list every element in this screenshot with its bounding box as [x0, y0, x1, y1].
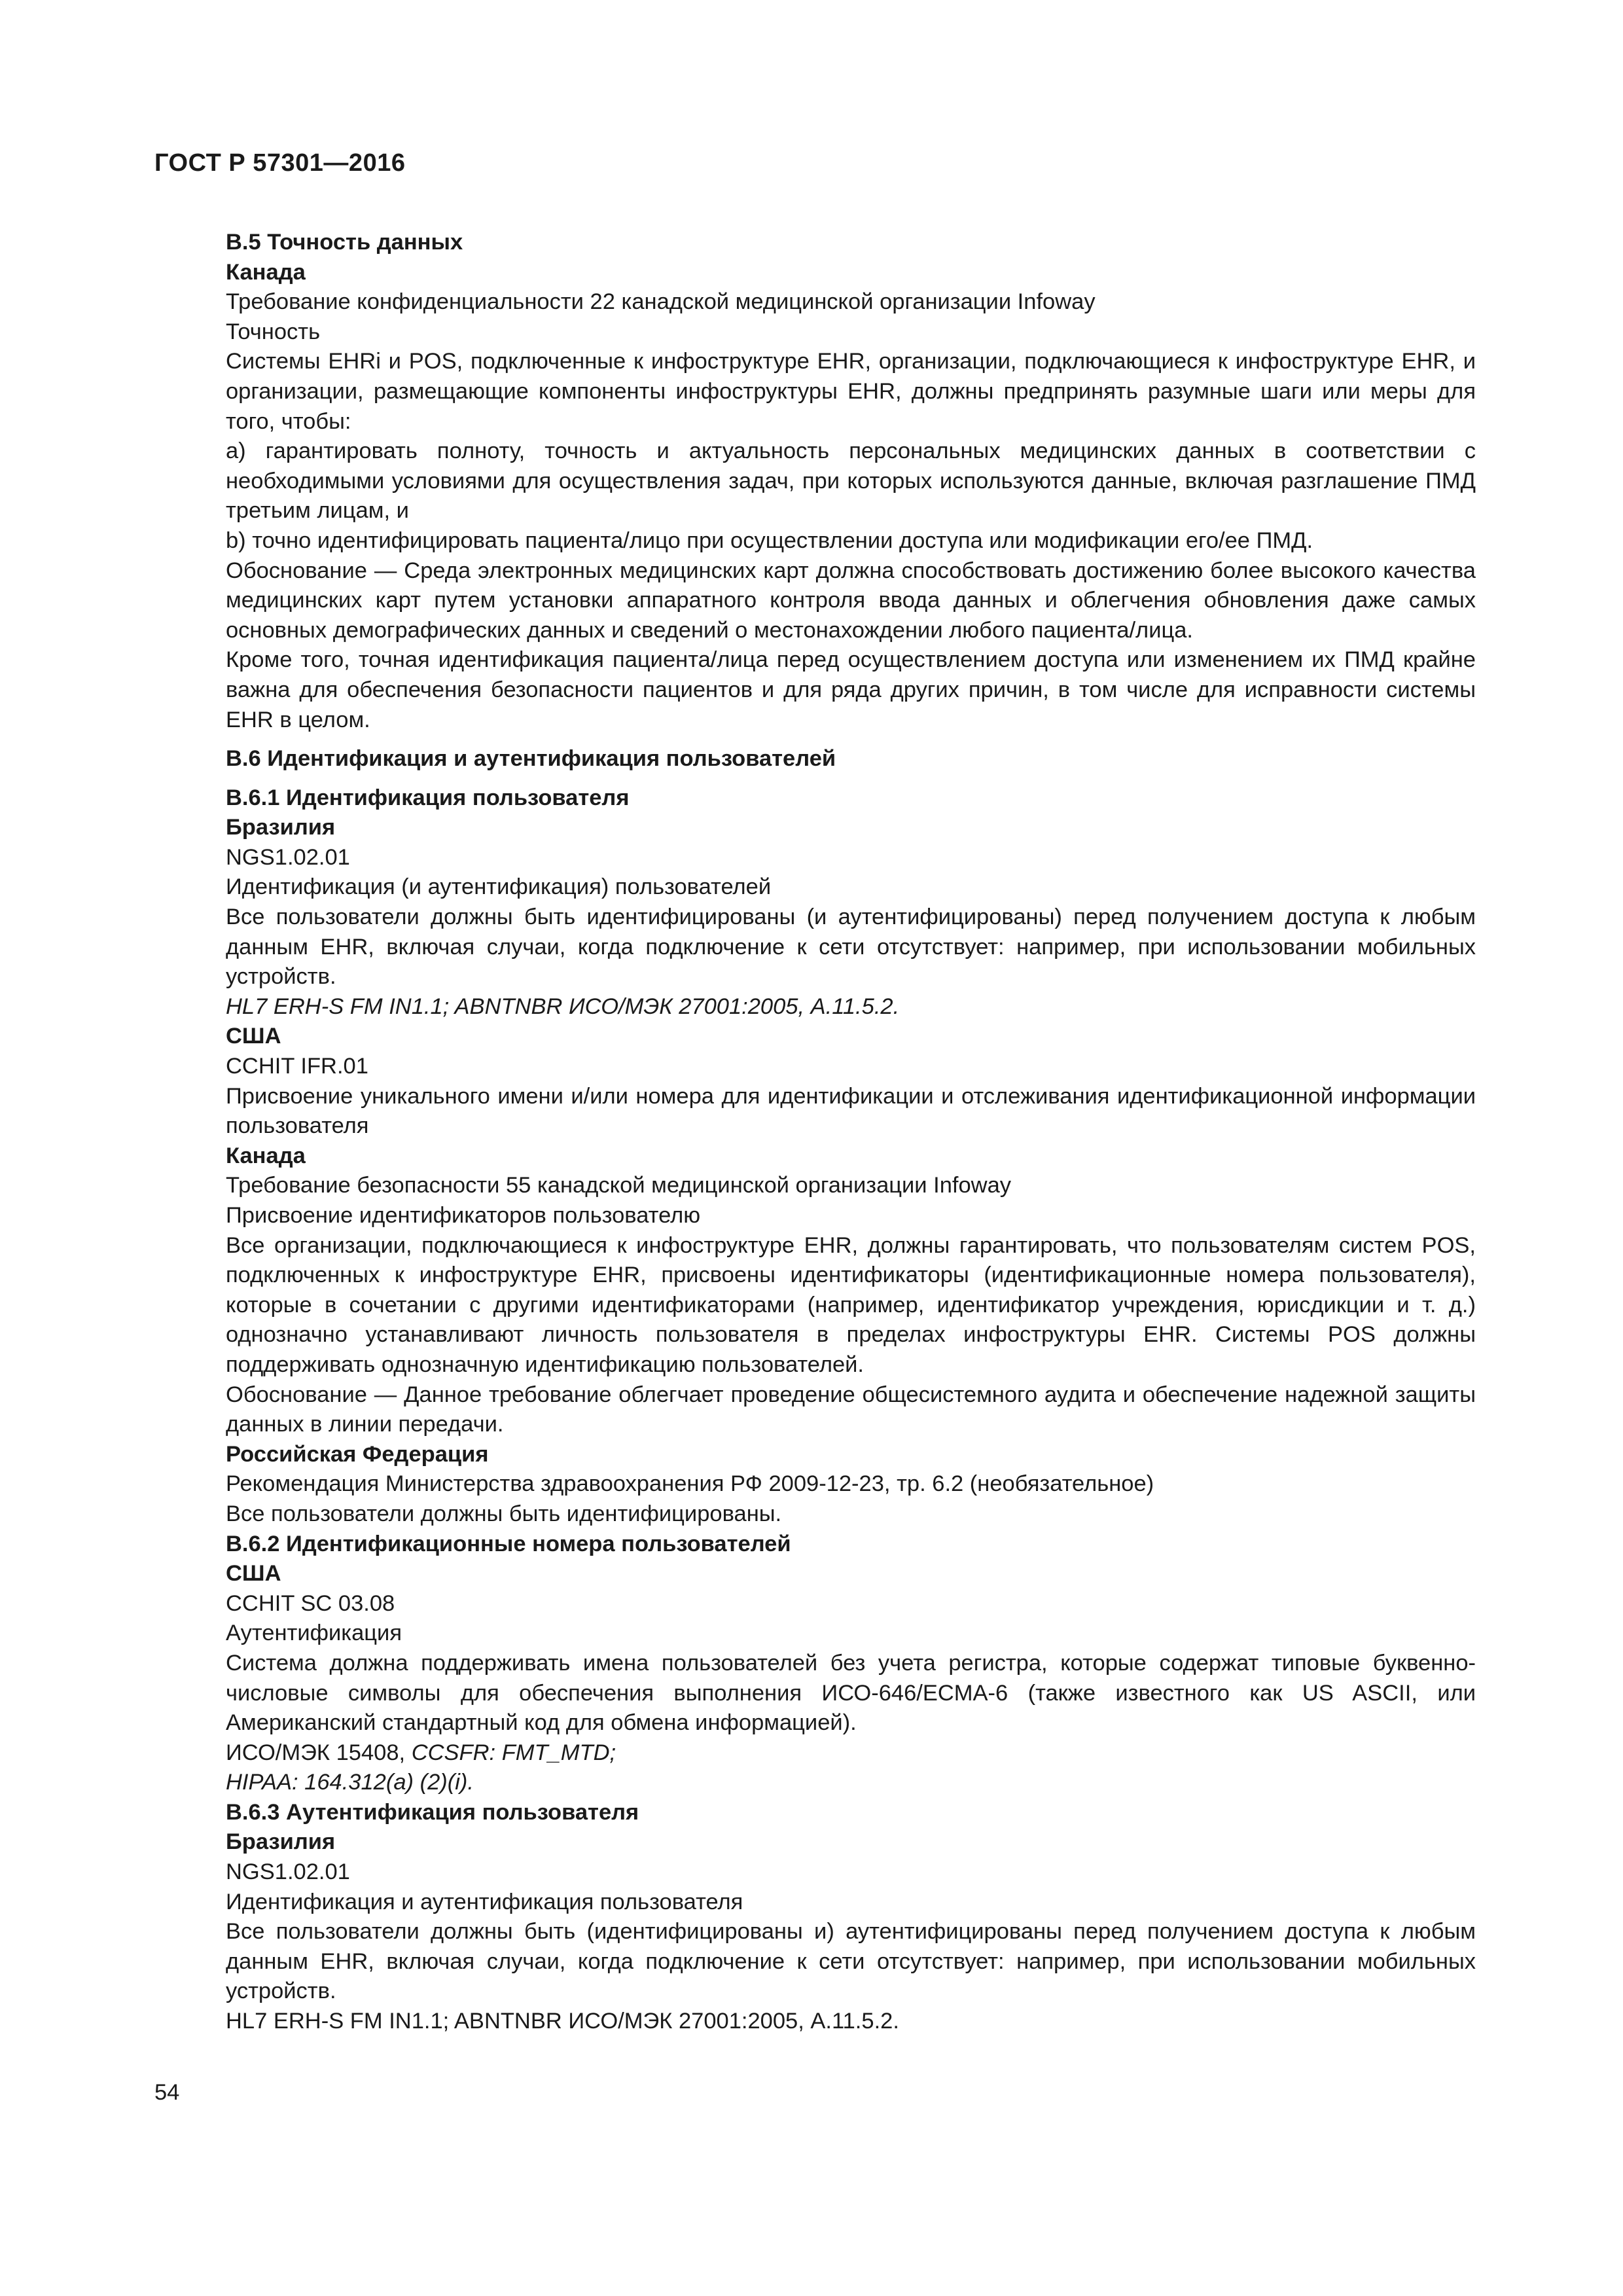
requirement-text: Все пользователи должны быть идентифицированы (и аутентифицированы) перед получением доступа к любым данным EHR, включая случаи, когда подключение к сети отсутствует: например, при использовании мобильных устройств. [226, 905, 1476, 990]
requirement-name: Идентификация и аутентификация пользователя [226, 1889, 743, 1914]
requirement-source: Рекомендация Министерства здравоохранения РФ 2009-12-23, тр. 6.2 (необязательное) [226, 1471, 1154, 1497]
requirement-text: Система должна поддерживать имена пользователей без учета регистра, которые содержат типовые буквенно-числовые символы для обеспечения выполнения ИСО-646/ECMA-6 (также известного как US ASCII, или Американский стандартный код для обмена информацией). [226, 1650, 1476, 1736]
document-body [226, 228, 1476, 2037]
subsection-title-b62: B.6.2 Идентификационные номера пользователей [226, 1531, 791, 1556]
list-item-a: а) гарантировать полноту, точность и актуальность персональных медицинских данных в соответствии с необходимыми условиями для осуществления задач, при которых используются данные, включая разглашение ПМД третьим лицам, и [226, 439, 1476, 524]
document-code-header: ГОСТ Р 57301—2016 [154, 149, 406, 177]
section-title-b6: B.6 Идентификация и аутентификация пользователей [226, 746, 836, 772]
reference-text [226, 1738, 1476, 1768]
subsection-title-b63: B.6.3 Аутентификация пользователя [226, 1799, 639, 1825]
requirement-text: Все пользователи должны быть (идентифицированы и) аутентифицированы перед получением доступа к любым данным EHR, включая случаи, когда подключение к сети отсутствует: например, при использовании мобильных устройств. [226, 1919, 1476, 2004]
page-number: 54 [154, 2080, 180, 2105]
requirement-source: Требование безопасности 55 канадской медицинской организации Infoway [226, 1173, 1012, 1198]
requirement-source: Требование конфиденциальности 22 канадской медицинской организации Infoway [226, 289, 1096, 315]
country-heading-canada: Канада [226, 259, 306, 285]
country-heading-brazil: Бразилия [226, 815, 336, 840]
requirement-code: CCHIT SC 03.08 [226, 1590, 395, 1616]
rationale-text: Обоснование — Данное требование облегчает проведение общесистемного аудита и обеспечение надежной защиты данных в линии передачи. [226, 1382, 1476, 1437]
requirement-text: Все пользователи должны быть идентифицированы. [226, 1501, 782, 1526]
reference-standard: ИСО/МЭК 15408, [226, 1740, 412, 1765]
requirement-name: Присвоение идентификаторов пользователю [226, 1203, 701, 1228]
subsection-title-b61: B.6.1 Идентификация пользователя [226, 785, 630, 810]
requirement-name: Точность [226, 319, 321, 344]
reference-ccsfr: CCSFR: FMT_MTD; [411, 1740, 616, 1765]
requirement-name: Аутентификация [226, 1621, 402, 1646]
requirement-code: NGS1.02.01 [226, 844, 350, 870]
reference-text: HL7 ERH-S FM IN1.1; ABNTNBR ИСО/МЭК 27001:2005, A.11.5.2. [226, 994, 900, 1019]
requirement-name: Идентификация (и аутентификация) пользователей [226, 874, 772, 900]
requirement-text: Системы EHRi и POS, подключенные к инфоструктуре EHR, организации, подключающиеся к инфоструктуре EHR, и организации, размещающие компоненты инфоструктуры EHR, должны предпринять разумные шаги или меры для того, чтобы: [226, 349, 1476, 434]
requirement-text: Все организации, подключающиеся к инфоструктуре EHR, должны гарантировать, что пользователям систем POS, подключенных к инфоструктуре EHR, присвоены идентификаторы (идентификационные номера пользователя), которые в сочетании с другими идентификаторами (например, идентификатор учреждения, юрисдикции и т. д.) однозначно устанавливают личность пользователя в пределах инфоструктуры EHR. Системы POS должны поддерживать однозначную идентификацию пользователей. [226, 1232, 1476, 1377]
country-heading-canada: Канада [226, 1143, 306, 1168]
country-heading-russia: Российская Федерация [226, 1441, 489, 1467]
requirement-text: Присвоение уникального имени и/или номера для идентификации и отслеживания идентификационной информации пользователя [226, 1083, 1476, 1139]
reference-text: HL7 ERH-S FM IN1.1; ABNTNBR ИСО/МЭК 27001:2005, A.11.5.2. [226, 2009, 899, 2034]
requirement-code: NGS1.02.01 [226, 1859, 350, 1885]
requirement-code: CCHIT IFR.01 [226, 1054, 368, 1079]
country-heading-usa: США [226, 1024, 281, 1049]
list-item-b: b) точно идентифицировать пациента/лицо при осуществлении доступа или модификации его/ее ПМД. [226, 528, 1313, 553]
rationale-text-cont: Кроме того, точная идентификация пациента/лица перед осуществлением доступа или изменением их ПМД крайне важна для обеспечения безопасности пациентов и для ряда других причин, в том числе для исправности системы EHR в целом. [226, 647, 1476, 732]
country-heading-usa: США [226, 1561, 281, 1587]
rationale-text: Обоснование — Среда электронных медицинских карт должна способствовать достижению более высокого качества медицинских карт путем установки аппаратного контроля ввода данных и облегчения обновления даже самых основных демографических данных и сведений о местонахождении любого пациента/лица. [226, 558, 1476, 643]
country-heading-brazil: Бразилия [226, 1829, 336, 1855]
section-title-b5: B.5 Точность данных [226, 230, 463, 255]
reference-hipaa: HIPAA: 164.312(a) (2)(i). [226, 1770, 474, 1795]
